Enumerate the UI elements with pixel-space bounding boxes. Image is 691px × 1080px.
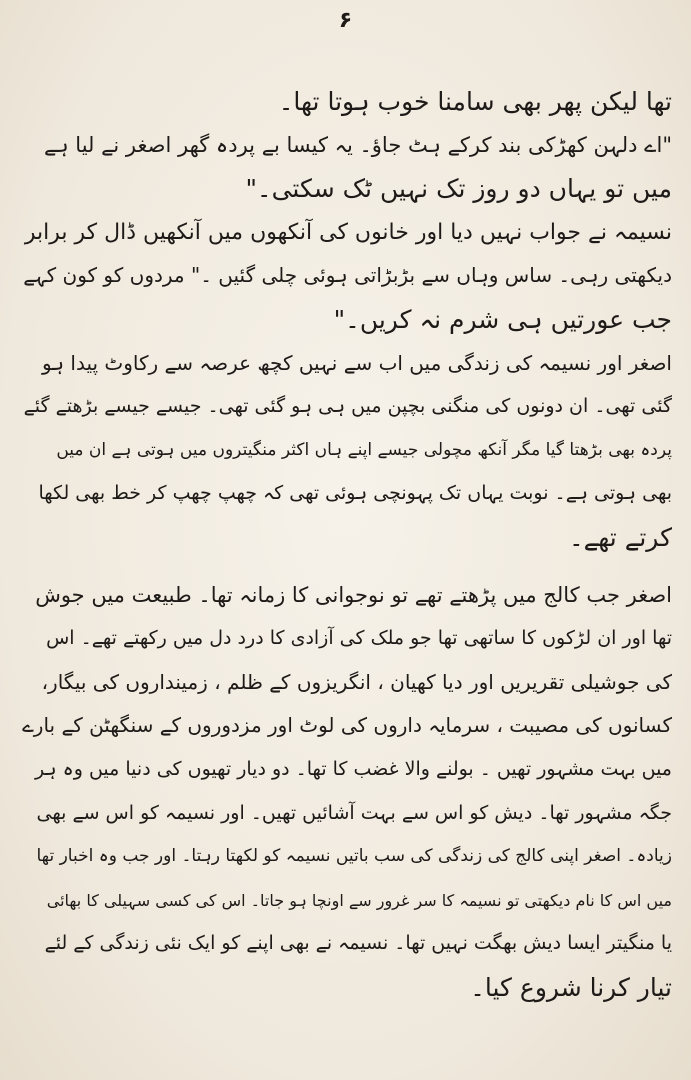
text-line: کرتے تھے۔ bbox=[568, 522, 672, 552]
paragraph-gap bbox=[22, 560, 672, 574]
text-line: نسیمہ نے جواب نہیں دیا اور خانوں کی آنکھوں میں آنکھیں ڈال کر برابر bbox=[24, 219, 672, 245]
text-line: تھا اور ان لڑکوں کا ساتھی تھا جو ملک کی آزادی کا درد دل میں رکھتے تھے۔ اس bbox=[46, 627, 672, 650]
text-line: زیادہ۔ اصغر اپنی کالج کی زندگی کی سب باتیں نسیمہ کو لکھتا رہتا۔ اور جب وہ اخبار تھا bbox=[36, 846, 672, 867]
body-text bbox=[22, 80, 672, 1009]
text-line: میں اس کا نام دیکھتی تو نسیمہ کا سر غرور سے اونچا ہو جاتا۔ اس کی کسی سہیلی کا بھائی bbox=[46, 890, 672, 910]
text-line: تیار کرنا شروع کیا۔ bbox=[470, 972, 672, 1002]
text-line: گئی تھی۔ ان دونوں کی منگنی بچپن میں ہی ہو گئی تھی۔ جیسے جیسے بڑھتے گئے bbox=[23, 395, 672, 418]
page-number: ۶ bbox=[338, 8, 353, 33]
text-line: کسانوں کی مصیبت ، سرمایہ داروں کی لوٹ اور مزدوروں کے سنگھٹن کے بارے bbox=[22, 713, 672, 738]
text-line: جب عورتیں ہی شرم نہ کریں۔" bbox=[333, 304, 672, 334]
text-line: "اے دلہن کھڑکی بند کرکے ہٹ جاؤ۔ یہ کیسا بے پردہ گھر اصغر نے لیا ہے bbox=[44, 132, 672, 157]
text-line: بھی ہوتی ہے۔ نوبت یہاں تک پہونچی ہوئی تھی کہ چھپ چھپ کر خط بھی لکھا bbox=[38, 482, 672, 505]
paragraph bbox=[22, 80, 672, 560]
text-line: کی جوشیلی تقریریں اور دیا کھیان ، انگریزوں کے ظلم ، زمینداروں کی بیگار، bbox=[41, 669, 672, 694]
paragraph bbox=[22, 574, 672, 1010]
text-line: اصغر اور نسیمہ کی زندگی میں اب سے نہیں کچھ عرصہ سے رکاوٹ پیدا ہو bbox=[42, 350, 672, 375]
text-line: میں تو یہاں دو روز تک نہیں ٹک سکتی۔" bbox=[245, 174, 672, 204]
text-line: میں بہت مشہور تھیں ۔ بولنے والا غضب کا تھا۔ دو دیار تھیوں کی دنیا میں وہ ہر bbox=[34, 757, 672, 780]
text-line: دیکھتی رہی۔ ساس وہاں سے بڑبڑاتی ہوئی چلی گئیں ۔" مردوں کو کون کہے bbox=[23, 263, 672, 288]
text-line: اصغر جب کالج میں پڑھتے تھے تو نوجوانی کا زمانہ تھا۔ طبیعت میں جوش bbox=[35, 582, 672, 607]
text-line: تھا لیکن پھر بھی سامنا خوب ہوتا تھا۔ bbox=[278, 87, 672, 116]
text-line: جگہ مشہور تھا۔ دیش کو اس سے بہت آشائیں تھیں۔ اور نسیمہ کو اس سے بھی bbox=[36, 801, 672, 824]
text-line: یا منگیتر ایسا دیش بھگت نہیں تھا۔ نسیمہ نے بھی اپنے کو ایک نئی زندگی کے لئے bbox=[44, 932, 672, 955]
text-line: پردہ بھی بڑھتا گیا مگر آنکھ مچولی جیسے اپنے ہاں اکثر منگیتروں میں ہوتی ہے ان میں bbox=[56, 439, 672, 460]
